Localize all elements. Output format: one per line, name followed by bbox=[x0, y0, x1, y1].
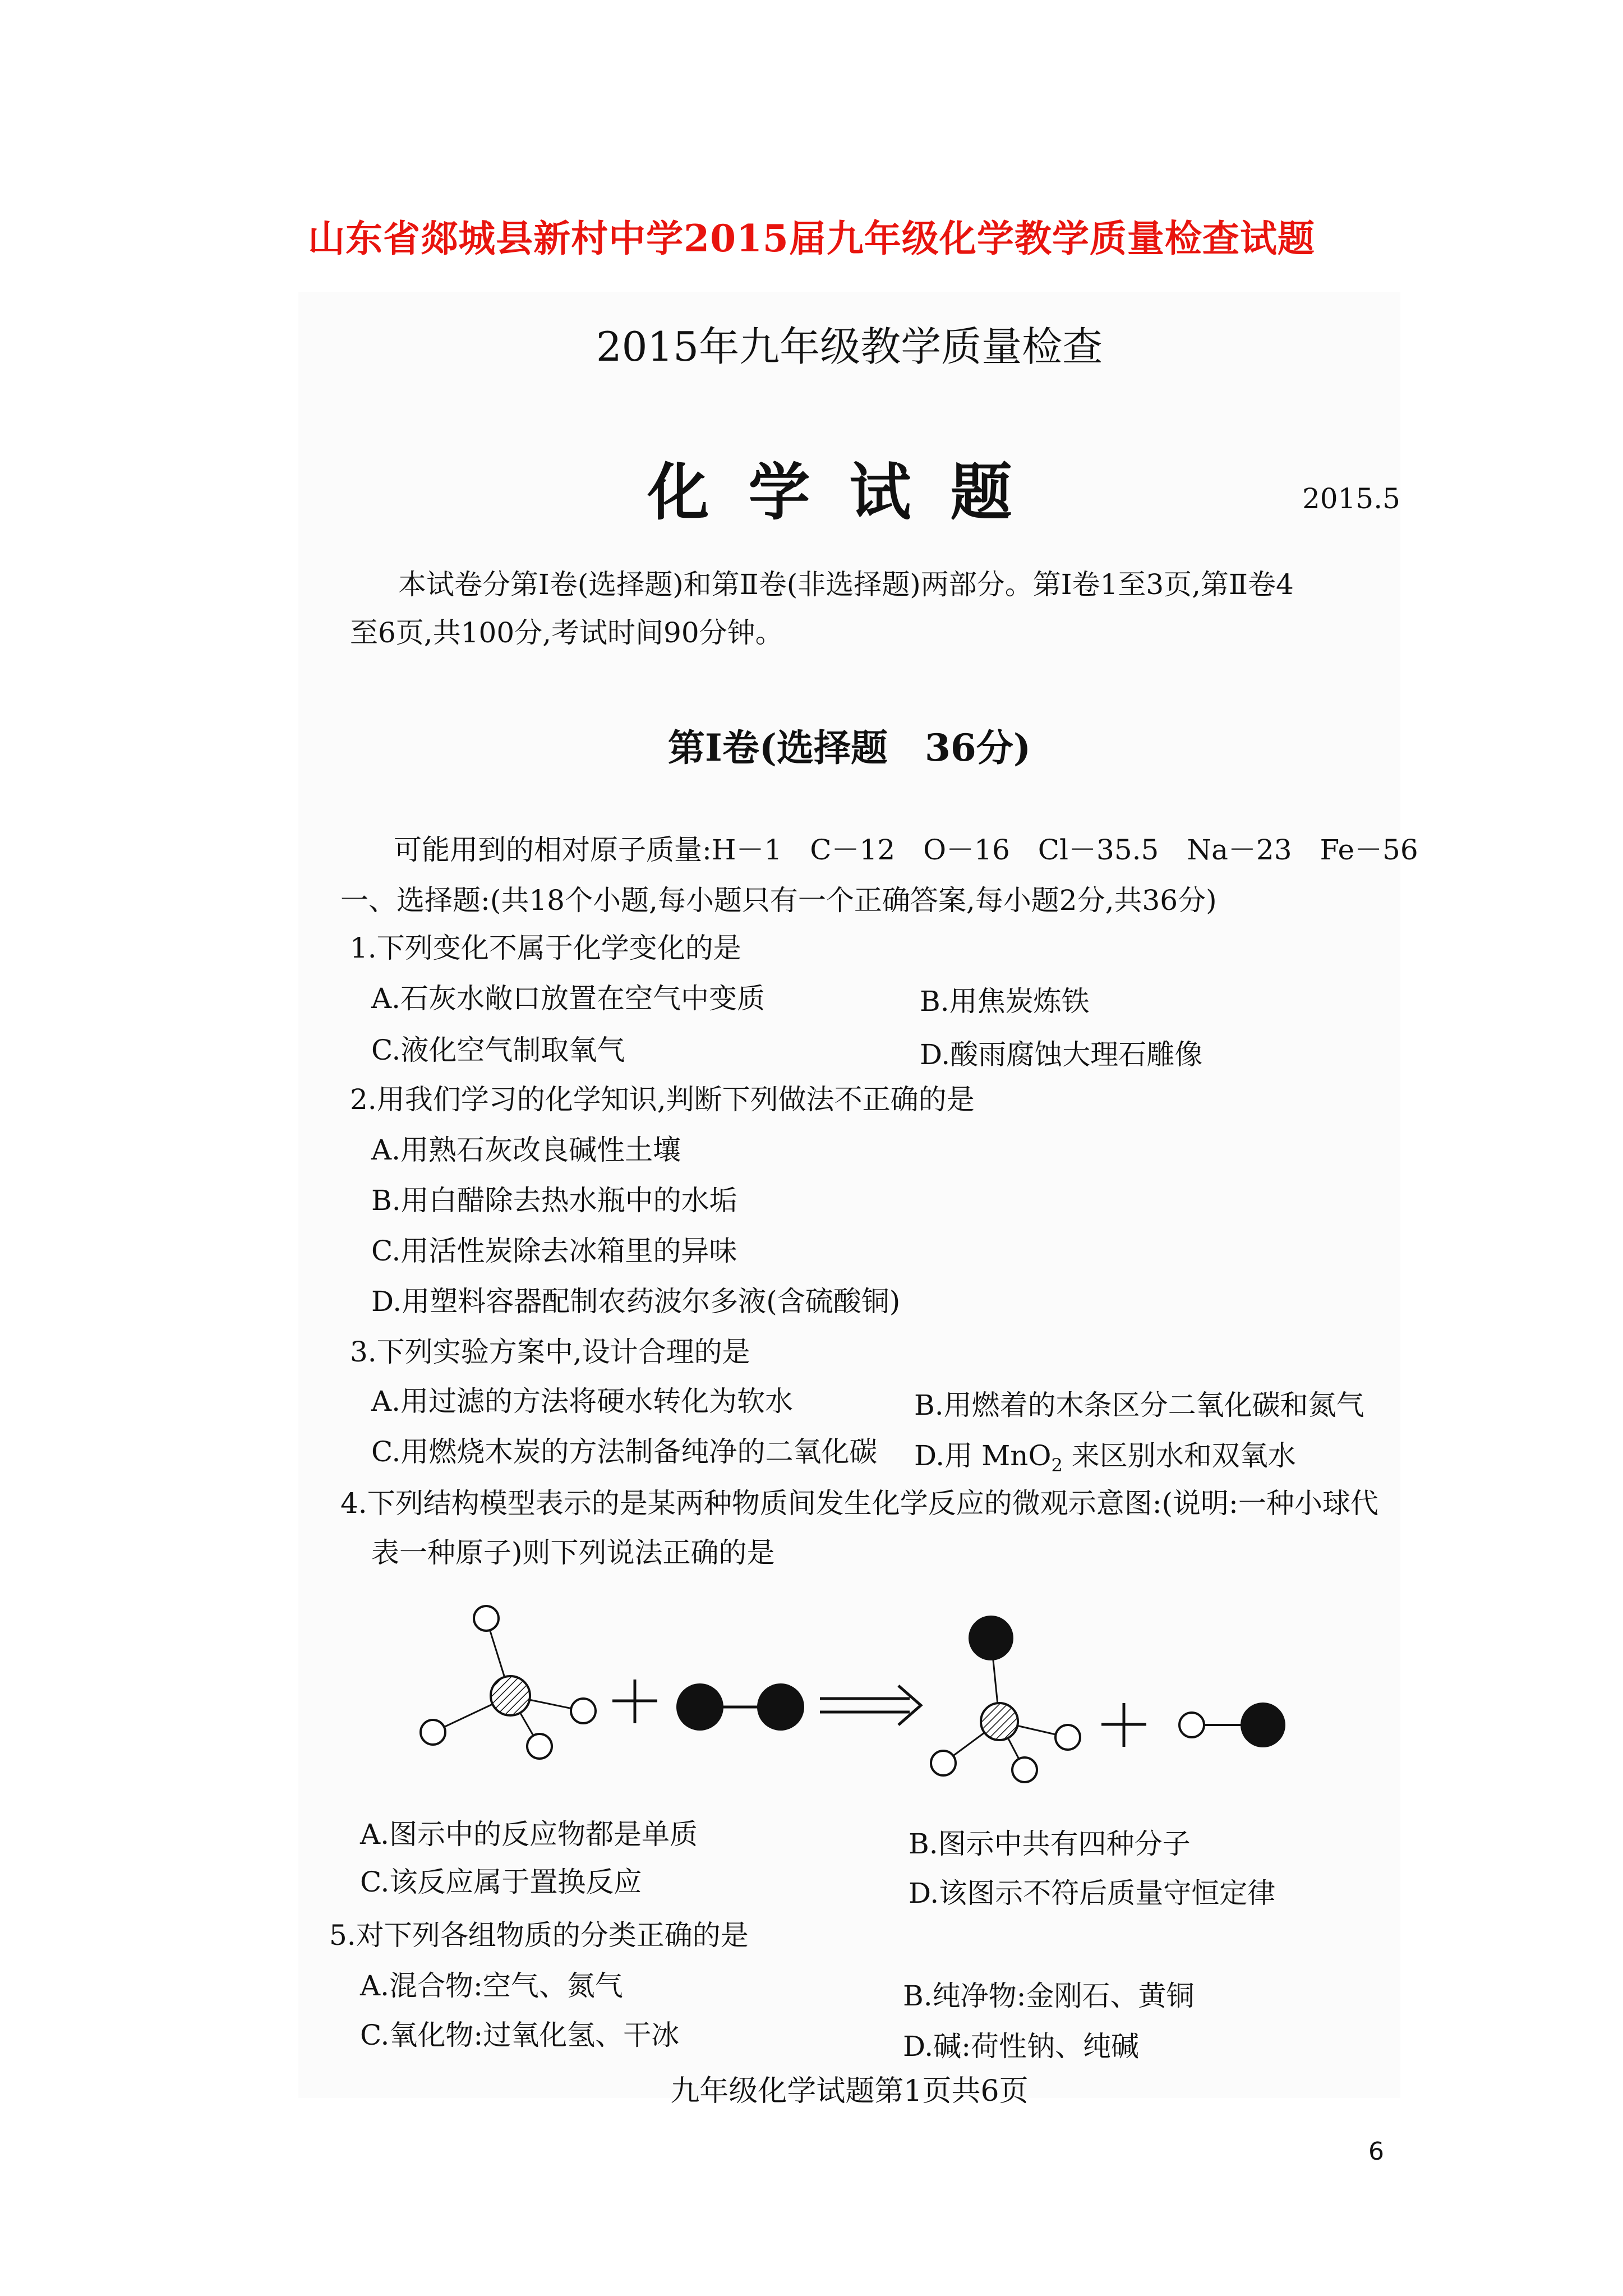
reaction-diagram bbox=[411, 1571, 1375, 1795]
q4-option-b: B.图示中共有四种分子 bbox=[909, 1828, 1191, 1860]
q1-option-c: C.液化空气制取氧气 bbox=[371, 1034, 625, 1066]
exam-date: 2015.5 bbox=[1302, 482, 1400, 515]
q5-option-a: A.混合物:空气、氮气 bbox=[360, 1970, 623, 2002]
reaction-arrow bbox=[820, 1686, 921, 1725]
q2-option-a: A.用熟石灰改良碱性土壤 bbox=[371, 1134, 681, 1166]
intro-line-1: 本试卷分第Ⅰ卷(选择题)和第Ⅱ卷(非选择题)两部分。第Ⅰ卷1至3页,第Ⅱ卷4 bbox=[398, 568, 1294, 601]
small-white-atom bbox=[1012, 1757, 1037, 1782]
q5-option-d: D.碱:荷性钠、纯碱 bbox=[903, 2030, 1140, 2063]
product-molecule-2 bbox=[1179, 1703, 1285, 1747]
small-white-atom bbox=[421, 1720, 445, 1745]
q1-option-d: D.酸雨腐蚀大理石雕像 bbox=[920, 1038, 1203, 1071]
reactant-molecule-1 bbox=[421, 1606, 596, 1759]
small-white-atom bbox=[527, 1734, 552, 1759]
plus-sign-2 bbox=[1101, 1703, 1146, 1747]
q4-option-d: D.该图示不符后质量守恒定律 bbox=[909, 1877, 1276, 1910]
reactant-molecule-2 bbox=[676, 1683, 804, 1731]
exam-page-footer: 九年级化学试题第1页共6页 bbox=[670, 2074, 1029, 2108]
intro-line-2: 至6页,共100分,考试时间90分钟。 bbox=[350, 616, 783, 649]
section-heading: 一、选择题:(共18个小题,每小题只有一个正确答案,每小题2分,共36分) bbox=[340, 884, 1217, 917]
q4-option-c: C.该反应属于置换反应 bbox=[360, 1866, 642, 1898]
question-4-stem-line-2: 表一种原子)则下列说法正确的是 bbox=[371, 1536, 775, 1569]
q3-option-b: B.用燃着的木条区分二氧化碳和氮气 bbox=[914, 1389, 1364, 1421]
q3-option-c: C.用燃烧木炭的方法制备纯净的二氧化碳 bbox=[371, 1435, 878, 1468]
document-header-title: 山东省郯城县新村中学2015届九年级化学教学质量检查试题 bbox=[308, 217, 1315, 260]
small-white-atom bbox=[474, 1606, 499, 1631]
question-1-stem: 1.下列变化不属于化学变化的是 bbox=[350, 932, 741, 964]
scanned-exam-page bbox=[298, 292, 1418, 2108]
q3-option-a: A.用过滤的方法将硬水转化为软水 bbox=[371, 1385, 794, 1418]
small-white-atom bbox=[571, 1699, 596, 1723]
small-white-atom bbox=[1179, 1713, 1204, 1737]
atomic-masses: 可能用到的相对原子质量:H－1 C－12 O－16 Cl－35.5 Na－23 Fe－56 bbox=[394, 834, 1418, 866]
product-molecule-1 bbox=[931, 1616, 1080, 1782]
q4-option-a: A.图示中的反应物都是单质 bbox=[360, 1818, 698, 1851]
black-atom bbox=[757, 1683, 804, 1731]
q1-option-b: B.用焦炭炼铁 bbox=[920, 985, 1090, 1018]
question-5-stem: 5.对下列各组物质的分类正确的是 bbox=[329, 1919, 749, 1952]
small-white-atom bbox=[931, 1751, 956, 1775]
black-atom bbox=[969, 1616, 1013, 1660]
q2-option-d: D.用塑料容器配制农药波尔多液(含硫酸铜) bbox=[371, 1285, 901, 1318]
black-atom bbox=[1241, 1703, 1285, 1747]
question-3-stem: 3.下列实验方案中,设计合理的是 bbox=[350, 1336, 750, 1368]
hatched-atom bbox=[491, 1676, 530, 1715]
small-white-atom bbox=[1055, 1725, 1080, 1750]
page-number: 6 bbox=[1368, 2137, 1384, 2166]
q3-option-d: D.用 MnO$_2$ 来区别水和双氧水 bbox=[914, 1439, 1296, 1476]
q2-option-b: B.用白醋除去热水瓶中的水垢 bbox=[371, 1184, 737, 1217]
q2-option-c: C.用活性炭除去冰箱里的异味 bbox=[371, 1235, 737, 1267]
black-atom bbox=[676, 1683, 723, 1731]
plus-sign-1 bbox=[612, 1680, 657, 1723]
q5-option-b: B.纯净物:金刚石、黄铜 bbox=[903, 1980, 1195, 2012]
q5-option-c: C.氧化物:过氧化氢、干冰 bbox=[360, 2019, 680, 2051]
exam-subtitle: 2015年九年级教学质量检查 bbox=[596, 323, 1103, 370]
q1-option-a: A.石灰水敞口放置在空气中变质 bbox=[371, 982, 766, 1015]
hatched-atom bbox=[981, 1703, 1018, 1740]
exam-title: 化学试题 bbox=[647, 456, 1052, 528]
question-4-stem-line-1: 4.下列结构模型表示的是某两种物质间发生化学反应的微观示意图:(说明:一种小球代 bbox=[340, 1487, 1378, 1520]
part1-heading: 第Ⅰ卷(选择题 36分) bbox=[667, 726, 1031, 770]
question-2-stem: 2.用我们学习的化学知识,判断下列做法不正确的是 bbox=[350, 1083, 975, 1116]
